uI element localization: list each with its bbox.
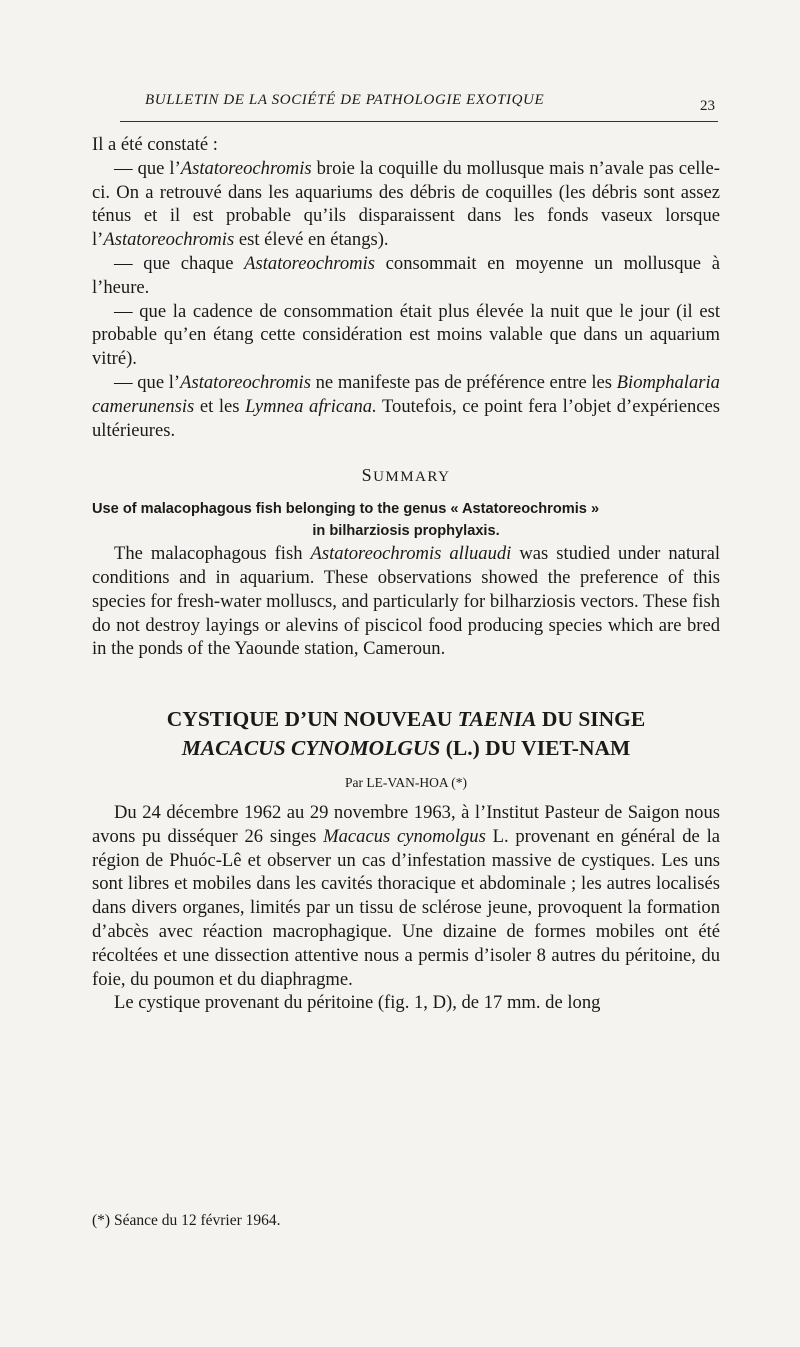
running-title: BULLETIN DE LA SOCIÉTÉ DE PATHOLOGIE EXOTIQUE <box>145 92 545 108</box>
article-title: CYSTIQUE D’UN NOUVEAU TAENIA DU SINGE MACACUS CYNOMOLGUS (L.) DU VIET-NAM <box>166 707 646 761</box>
finding-paragraph-3: — que la cadence de consommation était plus élevée la nuit que le jour (il est probable qu’en étang cette considération est moins valable que dans un aquarium vitré). <box>92 300 720 370</box>
finding-paragraph-1: — que l’Astatoreochromis broie la coquille du mollusque mais n’avale pas celle-ci. On a retrouvé dans les aquariums des débris de coquilles (les débris sont assez ténus et il est probable qu’ils disparaissent dans les fonds vaseux lorsque l’Astatoreochromis est élevé en étangs). <box>92 157 720 251</box>
body-text <box>92 133 720 1015</box>
page-number: 23 <box>700 98 715 114</box>
summary-title: Use of malacophagous fish belonging to the genus « Astatoreochromis » in bilharziosis prophylaxis. <box>92 501 600 540</box>
article-paragraph-2: Le cystique provenant du péritoine (fig. 1, D), de 17 mm. de long <box>114 992 601 1014</box>
finding-paragraph-2: — que chaque Astatoreochromis consommait en moyenne un mollusque à l’heure. <box>92 252 720 298</box>
author-footnote-mark: (*) <box>451 775 467 791</box>
finding-paragraph-4: — que l’Astatoreochromis ne manifeste pas de préférence entre les Biomphalaria camerunensis et les Lymnea africana. Toutefois, ce point fera l’objet d’expériences ultérieures. <box>92 371 720 441</box>
article-paragraph-1: Du 24 décembre 1962 au 29 novembre 1963, à l’Institut Pasteur de Saigon nous avons pu disséquer 26 singes Macacus cynomolgus L. provenant en général de la région de Phuóc-Lê et observer un cas d’infestation massive de cystiques. Les uns sont libres et mobiles dans les cavités thoracique et abdominale ; les autres localisés dans divers organes, limités par un tissu de sclérose jeune, provoquent la formation d’abcès avec réaction macrophagique. Une dizaine de formes mobiles ont été récoltées et une dissection attentive nous a permis d’isoler 8 autres du péritoine, du foie, du poumon et du diaphragme. <box>92 801 720 990</box>
intro-lead: Il a été constaté : <box>92 134 218 155</box>
summary-abstract: The malacophagous fish Astatoreochromis alluaudi was studied under natural conditions and in aquarium. These observations showed the preference of this species for fresh-water molluscs, and particularly for bilharziosis vectors. These fish do not destroy layings or alevins of piscicol food producing species which are bred in the ponds of the Yaounde station, Cameroun. <box>92 543 721 660</box>
header-rule <box>120 121 718 122</box>
summary-heading: SUMMARY <box>361 465 451 486</box>
article-author: Par LE-VAN-HOA (*) <box>345 775 467 791</box>
running-header <box>0 92 800 118</box>
footnote: (*) Séance du 12 février 1964. <box>92 1212 281 1229</box>
